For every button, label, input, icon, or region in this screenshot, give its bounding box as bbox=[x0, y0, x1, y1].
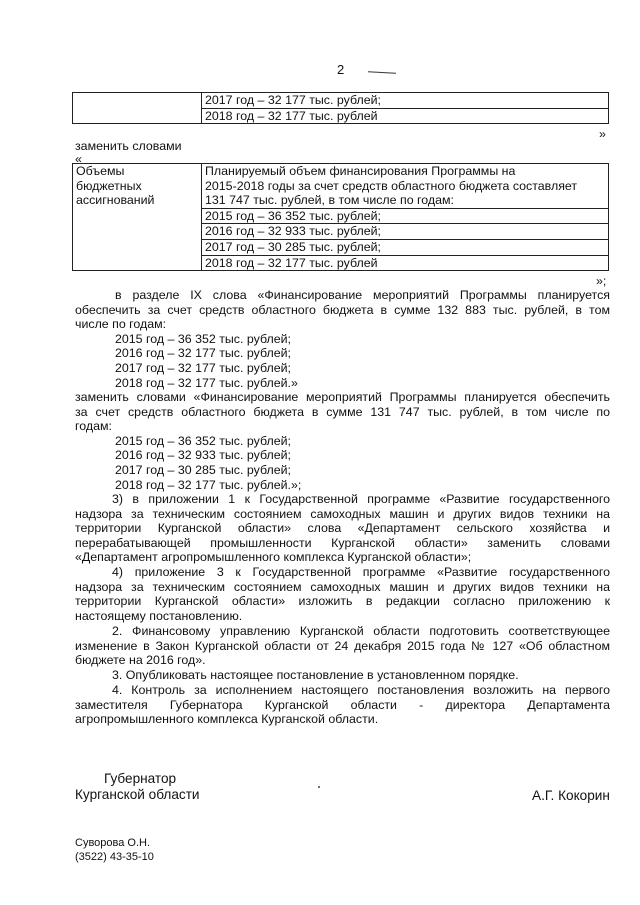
item-4-paragraph bbox=[75, 565, 610, 623]
paragraph-line: обеспечить за счет средств областного бюджета в сумме 132 883 тыс. рублей, в том bbox=[75, 302, 610, 317]
table-value-line: 2016 год – 32 933 тыс. рублей; bbox=[202, 223, 608, 239]
closing-quote-semicolon: »; bbox=[596, 274, 607, 288]
paragraph-line: годам: bbox=[75, 419, 112, 434]
paragraph-line: агропромышленного комплекса Курганской области. bbox=[75, 712, 379, 727]
paragraph-line: 3) в приложении 1 к Государственной программе «Развитие государственного bbox=[112, 492, 610, 506]
year-line: 2015 год – 36 352 тыс. рублей; bbox=[115, 433, 291, 448]
paragraph-line: 3. Опубликовать настоящее постановление в установленном порядке. bbox=[112, 668, 519, 682]
paragraph-line: надзора за техническим состоянием самоходных машин и других видов техники на bbox=[75, 506, 610, 521]
paragraph-line: надзора за техническим состоянием самоходных машин и других видов техники на bbox=[75, 579, 610, 594]
executor-name: Суворова О.Н. bbox=[75, 837, 151, 849]
paragraph-line: 4. Контроль за исполнением настоящего постановления возложить на первого bbox=[112, 683, 610, 697]
table-fragment-line: 2018 год – 32 177 тыс. рублей bbox=[202, 108, 608, 124]
signature-title-line1: Губернатор bbox=[104, 771, 177, 786]
table-value-line: 2015 год – 36 352 тыс. рублей; bbox=[202, 208, 608, 224]
closing-quote: » bbox=[599, 127, 606, 141]
financing-table-fragment bbox=[72, 92, 609, 124]
paragraph-line: настоящему постановлению. bbox=[75, 608, 243, 623]
year-line: 2018 год – 32 177 тыс. рублей.» bbox=[115, 375, 298, 390]
section-ix-paragraph bbox=[75, 288, 610, 390]
table-fragment-line: 2017 год – 32 177 тыс. рублей; bbox=[205, 93, 381, 107]
table-label-line: бюджетных bbox=[76, 178, 142, 193]
table-label-line: Объемы bbox=[76, 164, 125, 178]
year-line: 2018 год – 32 177 тыс. рублей.»; bbox=[115, 477, 302, 492]
table-label-cell bbox=[73, 164, 202, 271]
replace-with-text: заменить словами bbox=[75, 139, 182, 153]
paragraph-line: заменить словами «Финансирование мероприятий Программы планируется обеспечить bbox=[75, 390, 610, 404]
opening-quote: « bbox=[75, 152, 82, 166]
point-2-paragraph bbox=[75, 624, 610, 668]
paragraph-line: перерабатывающей промышленности Курганской области» заменить словами bbox=[75, 535, 610, 550]
paragraph-line: 4) приложение 3 к Государственной программе «Развитие государственного bbox=[112, 565, 610, 579]
paragraph-line: за счет средств областного бюджета в сумме 131 747 тыс. рублей, в том числе по bbox=[75, 404, 610, 419]
scan-speck bbox=[318, 786, 320, 788]
budget-allocations-table bbox=[72, 163, 609, 271]
year-line: 2015 год – 36 352 тыс. рублей; bbox=[115, 331, 291, 346]
paragraph-line: 2. Финансовому управлению Курганской области подготовить соответствующее bbox=[112, 624, 610, 638]
table-fragment-left-cell bbox=[73, 93, 202, 124]
page-number-dash bbox=[368, 71, 396, 73]
signatory-name: А.Г. Кокорин bbox=[532, 788, 610, 803]
page-number: 2 bbox=[337, 62, 345, 77]
paragraph-line: территории Курганской области» изложить в редакции согласно приложению к bbox=[75, 594, 610, 609]
table-label-line: ассигнований bbox=[76, 193, 155, 208]
year-line: 2016 год – 32 177 тыс. рублей; bbox=[115, 346, 291, 361]
paragraph-line: бюджете на 2016 год». bbox=[75, 653, 206, 668]
table-value-line: 2015-2018 годы за счет средств областного бюджета составляет bbox=[205, 178, 578, 193]
table-fragment-right-cell bbox=[202, 93, 609, 124]
replace-paragraph bbox=[75, 390, 610, 492]
table-value-line: 2018 год – 32 177 тыс. рублей bbox=[202, 255, 608, 271]
paragraph-line: изменение в Закон Курганской области от 24 декабря 2015 года № 127 «Об областном bbox=[75, 638, 610, 653]
year-line: 2016 год – 32 933 тыс. рублей; bbox=[115, 448, 291, 463]
signature-title-line2: Курганской области bbox=[75, 787, 200, 802]
table-value-line: 131 747 тыс. рублей, в том числе по годам: bbox=[205, 193, 454, 208]
year-line: 2017 год – 32 177 тыс. рублей; bbox=[115, 360, 291, 375]
point-3-paragraph bbox=[75, 668, 610, 683]
item-3-paragraph bbox=[75, 492, 610, 565]
paragraph-line: «Департамент агропромышленного комплекса Курганской области»; bbox=[75, 550, 472, 565]
paragraph-line: числе по годам: bbox=[75, 317, 167, 332]
table-value-cell bbox=[202, 164, 609, 271]
executor-phone: (3522) 43-35-10 bbox=[75, 851, 154, 863]
paragraph-line: территории Курганской области» слова «Департамент сельского хозяйства и bbox=[75, 521, 610, 536]
paragraph-line: в разделе IX слова «Финансирование мероприятий Программы планируется bbox=[115, 288, 610, 302]
paragraph-line: заместителя Губернатора Курганской области - директора Департамента bbox=[75, 697, 610, 712]
table-value-line: 2017 год – 30 285 тыс. рублей; bbox=[202, 239, 608, 255]
table-value-line: Планируемый объем финансирования Программы на bbox=[205, 164, 516, 178]
year-line: 2017 год – 30 285 тыс. рублей; bbox=[115, 462, 291, 477]
point-4-paragraph bbox=[75, 683, 610, 727]
